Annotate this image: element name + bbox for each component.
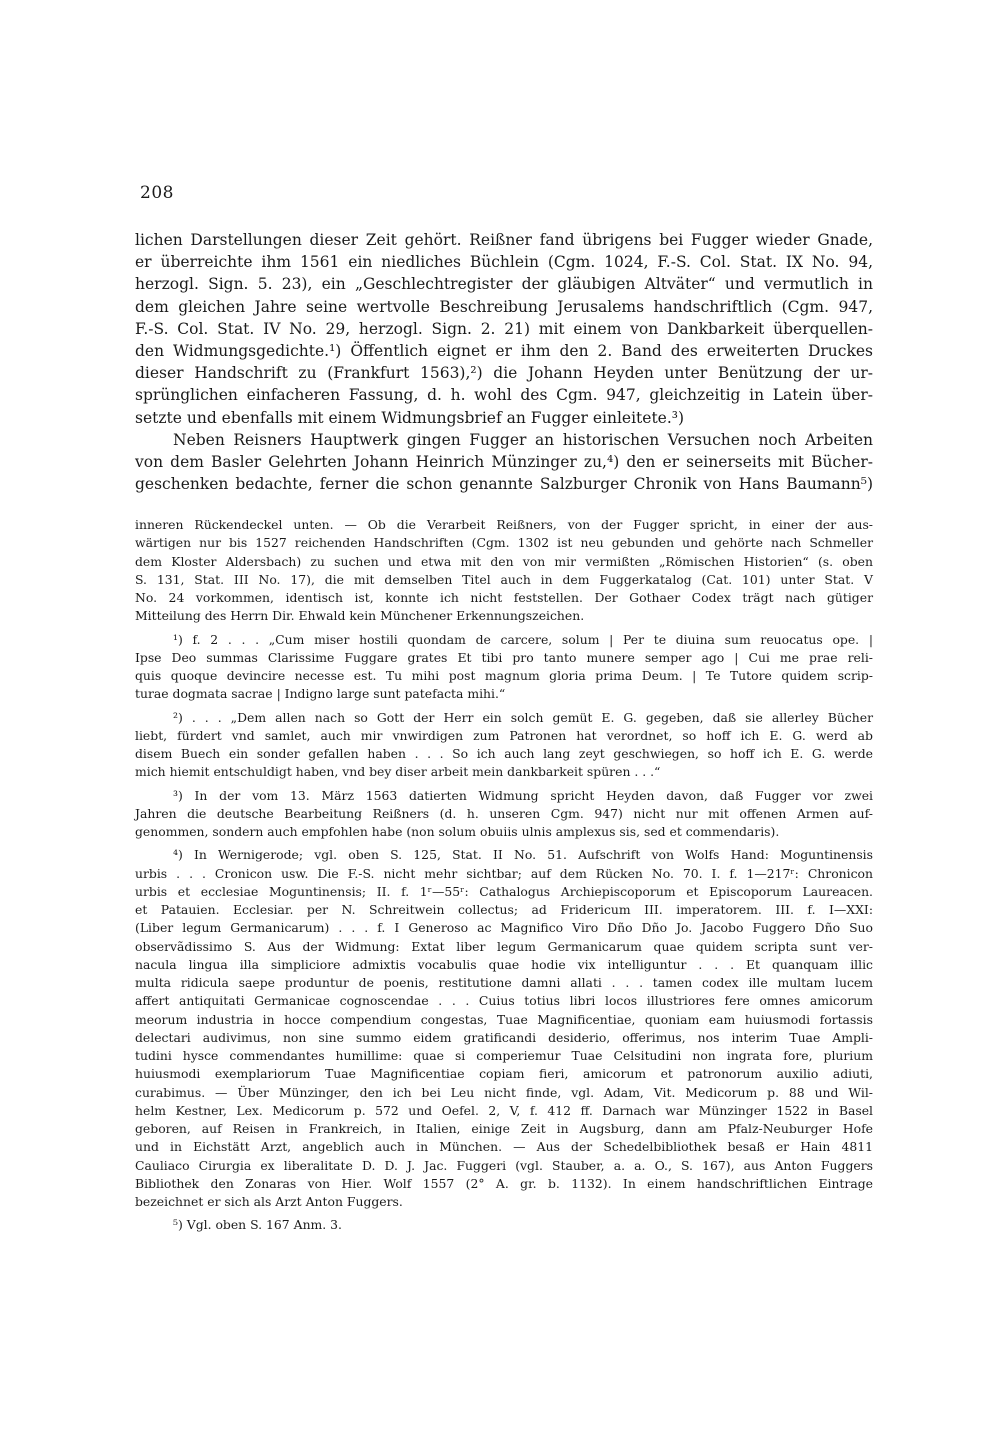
footnote-line: ¹) f. 2 . . . „Cum miser hostili quondam de carcere, solum | Per te diuina sum reuocatus ope. | [173,631,873,647]
text-line: Neben Reisners Hauptwerk gingen Fugger an historischen Versuchen noch Arbeiten [173,430,873,449]
footnote-line: huiusmodi exemplariorum Tuae Magnificentiae copiam fieri, amicorum et patronorum auxilio adiuti, [135,1066,873,1082]
text-line: den Widmungsgedichte.¹) Öffentlich eignet er ihm den 2. Band des erweiterten Druckes [135,341,873,360]
footnote-line: ⁵) Vgl. oben S. 167 Anm. 3. [173,1217,342,1233]
text-line: er überreichte ihm 1561 ein niedliches Büchlein (Cgm. 1024, F.-S. Col. Stat. IX No. 94, [135,253,873,272]
footnote-line: helm Kestner, Lex. Medicorum p. 572 und Oefel. 2, V, f. 412 ff. Darnach war Münzinger 1522 in Basel [135,1102,873,1118]
footnote-line: mich hiemit entschuldigt haben, vnd bey diser arbeit mein dankbarkeit spüren . . .“ [135,764,661,780]
footnote-line: genommen, sondern auch empfohlen habe (non solum obuiis ulnis amplexus sis, sed et commendaris). [135,824,780,839]
footnote-line: (Liber legum Germanicarum) . . . f. I Generoso ac Magnifico Viro Dño Dño Jo. Jacobo Fuggero Dño Suo [135,920,873,936]
text-line: setzte und ebenfalls mit einem Widmungsbrief an Fugger einleitete.³) [135,408,685,427]
footnote-line: liebt, fürdert vnd samlet, auch mir vnwirdigen zum Patronen hat verordnet, so hoff ich E. G. werd ab [135,727,873,743]
footnote-line: meorum industria in hocce compendium congestas, Tuae Magnificentiae, quoniam eam huiusmodi fortassis [135,1011,873,1027]
footnote-line: bezeichnet er sich als Arzt Anton Fuggers. [135,1194,403,1209]
footnote-line: urbis . . . Cronicon usw. Die F.-S. nicht mehr sichtbar; auf dem Rücken No. 70. I. f. 1—217ʳ: Chronicon [135,865,873,881]
footnote-line: affert antiquitati Germanicae cognoscendae . . . Cuius totius libri locos illustriores fere omnes amicorum [135,993,873,1009]
footnote-5 [135,1216,873,1234]
footnote-line: Ipse Deo summas Clarissime Fuggare grates Et tibi pro tanto munere semper ago | Cui me prae reli- [135,649,873,665]
footnote-line: urbis et ecclesiae Moguntinensis; II. f. 1ʳ—55ʳ: Cathalogus Archiepiscoporum et Episcoporum Laureacen. [135,883,873,899]
footnote-line: und in Eichstätt Arzt, angeblich auch in München. — Aus der Schedelbibliothek besaß er Hain 4811 [135,1139,873,1155]
text-line: dieser Handschrift zu (Frankfurt 1563),²) die Johann Heyden unter Benützung der ur- [135,364,873,383]
footnote-line: dem Kloster Aldersbach) zu suchen und etwa mit den von mir vermißten „Römischen Historien“ (s. oben [135,553,873,569]
footnote-continuation [135,516,873,626]
footnote-line: ⁴) In Wernigerode; vgl. oben S. 125, Stat. II No. 51. Aufschrift von Wolfs Hand: Moguntinensis [173,847,873,863]
footnote-line: et Patauien. Ecclesiar. per N. Schreitwein collectus; ad Fridericum III. imperatorem. III. f. I—XXI: [135,902,873,917]
text-line: herzogl. Sign. 5. 23), ein „Geschlechtregister der gläubigen Altväter“ und vermutlich in [135,275,873,294]
text-line: lichen Darstellungen dieser Zeit gehört. Reißner fand übrigens bei Fugger wieder Gnade, [135,231,873,249]
footnote-3 [135,787,873,842]
footnote-line: geboren, auf Reisen in Frankreich, in Italien, einige Zeit in Augsburg, dann am Pfalz-Neuburger Hofe [135,1121,873,1136]
footnote-4 [135,846,873,1211]
footnote-line: Jahren die deutsche Bearbeitung Reißners (d. h. unseren Cgm. 947) nicht nur mit offenen Armen auf- [135,805,873,821]
footnote-line: turae dogmata sacrae | Indigno large sunt patefacta mihi.“ [135,686,506,702]
footnote-2 [135,709,873,782]
footnote-line: quis quoque devincire necesse est. Tu mihi post magnum gloria prima Deum. | Te Tutore quidem scrip- [135,668,873,683]
footnotes [135,516,873,1235]
text-line: sprünglichen einfacheren Fassung, d. h. wohl des Cgm. 947, gleichzeitig in Latein über- [135,386,873,405]
footnote-line: No. 24 vorkommen, identisch ist, konnte ich nicht feststellen. Der Gothaer Codex trägt nach gütiger [135,590,873,605]
footnote-line: multa ridicula saepe produntur de poenis, restitutione damni allati . . . tamen codex ille multam lucem [135,975,873,990]
footnote-line: delectari audivimus, non sine summo eidem gratificandi desiderio, offerimus, nos interim Tuae Ampli- [135,1029,873,1045]
text-line: von dem Basler Gelehrten Johann Heinrich Münzinger zu,⁴) den er seinerseits mit Bücher- [135,452,873,471]
footnote-line: inneren Rückendeckel unten. — Ob die Verarbeit Reißners, von der Fugger spricht, in einer der aus- [135,517,873,532]
footnote-line: observãdissimo S. Aus der Widmung: Extat liber legum Germanicarum quae quidem scripta sunt ver- [135,938,873,954]
page-number: 208 [140,183,174,203]
text-line: F.-S. Col. Stat. IV No. 29, herzogl. Sign. 2. 21) mit einem von Dankbarkeit überquellen- [135,319,873,338]
footnote-line: ²) . . . „Dem allen nach so Gott der Herr ein solch gemüt E. G. gegeben, daß sie allerley Bücher [173,709,873,725]
text-line: dem gleichen Jahre seine wertvolle Beschreibung Jerusalems handschriftlich (Cgm. 947, [135,297,873,316]
text-line: geschenken bedachte, ferner die schon genannte Salzburger Chronik von Hans Baumann⁵) [135,475,873,494]
footnote-1 [135,631,873,704]
footnote-line: disem Buech ein sonder gefallen haben . . . So ich auch lang zeyt geschwiegen, so hoff ich E. G. werde [135,746,873,761]
footnote-line: S. 131, Stat. III No. 17), die mit demselben Titel auch in dem Fuggerkatalog (Cat. 101) unter Stat. V [135,571,873,587]
footnote-line: ³) In der vom 13. März 1563 datierten Widmung spricht Heyden davon, daß Fugger vor zwei [173,787,873,803]
footnote-line: Mitteilung des Herrn Dir. Ehwald kein Münchener Erkennungszeichen. [135,608,585,624]
footnote-line: wärtigen nur bis 1527 reichenden Handschriften (Cgm. 1302 ist neu gebunden und gehörte nach Schmeller [135,535,873,551]
main-body-text [135,229,873,495]
footnote-line: Bibliothek den Zonaras von Hier. Wolf 1557 (2° A. gr. b. 1132). In einem handschriftlichen Eintrage [135,1175,873,1191]
footnote-line: tudini hysce commendantes humillime: quae si comperiemur Tuae Celsitudini non ingrata fore, plurium [135,1048,873,1063]
footnote-line: curabimus. — Über Münzinger, den ich bei Leu nicht finde, vgl. Adam, Vit. Medicorum p. 88 und Wil- [135,1084,873,1100]
footnote-line: nacula lingua illa simpliciore admixtis vocabulis quae hodie vix intelliguntur . . . Et quanquam illic [135,956,873,972]
footnote-line: Cauliaco Cirurgia ex liberalitate D. D. J. Jac. Fuggeri (vgl. Stauber, a. a. O., S. 167), aus Anton Fuggers [135,1157,873,1173]
